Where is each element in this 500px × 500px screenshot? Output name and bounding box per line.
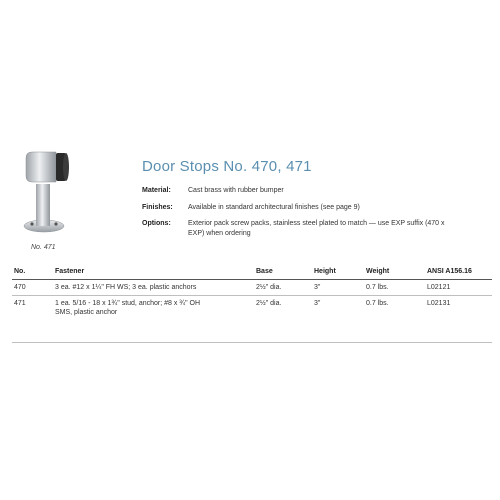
column-header-ansi: ANSI A156.16 — [427, 268, 472, 275]
cell-base: 2½" dia. — [256, 284, 282, 291]
page-title: Door Stops No. 470, 471 — [142, 158, 312, 175]
cell-weight: 0.7 lbs. — [366, 300, 389, 307]
cell-weight: 0.7 lbs. — [366, 284, 389, 291]
column-header-height: Height — [314, 268, 336, 275]
row-divider — [12, 295, 492, 296]
spec-label: Material: — [142, 187, 171, 194]
cell-ansi: L02121 — [427, 284, 451, 291]
cell-height: 3" — [314, 284, 321, 291]
cell-no: 470 — [14, 284, 26, 291]
spec-label: Options: — [142, 220, 171, 227]
column-header-base: Base — [256, 268, 273, 275]
spec-value: Available in standard architectural finishes (see page 9) — [188, 204, 360, 211]
cell-base: 2½" dia. — [256, 300, 282, 307]
column-header-weight: Weight — [366, 268, 390, 275]
cell-height: 3" — [314, 300, 321, 307]
image-caption: No. 471 — [31, 244, 56, 251]
column-header-no: No. — [14, 268, 26, 275]
table-header-rule — [12, 279, 492, 280]
spec-value: Cast brass with rubber bumper — [188, 187, 284, 194]
cell-no: 471 — [14, 300, 26, 307]
cell-fastener: 3 ea. #12 x 1¼" FH WS; 3 ea. plastic anchors — [55, 284, 197, 291]
column-header-fastener: Fastener — [55, 268, 85, 275]
cell-fastener: 1 ea. 5/16 - 18 x 1¾" stud, anchor; #8 x ¾" OH SMS, plastic anchor — [55, 300, 201, 316]
door-stop-product-image — [14, 148, 78, 238]
table-bottom-rule — [12, 342, 492, 343]
spec-label: Finishes: — [142, 204, 173, 211]
cell-ansi: L02131 — [427, 300, 451, 307]
spec-value: Exterior pack screw packs, stainless steel plated to match — use EXP suffix (470 x EXP) when ordering — [188, 220, 445, 237]
